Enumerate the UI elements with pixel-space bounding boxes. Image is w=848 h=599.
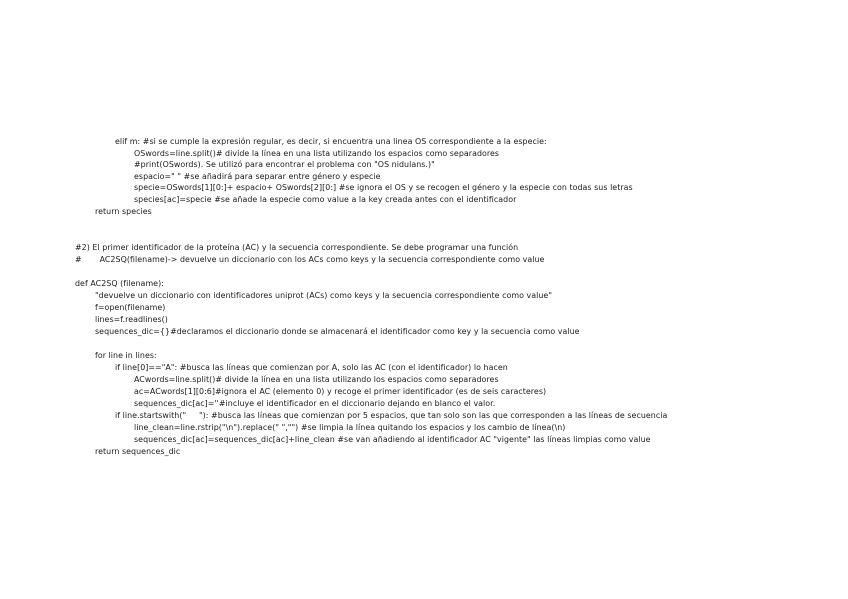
code-line: def AC2SQ (filename): [75,279,164,288]
code-line: sequences_dic={}#declaramos el diccionario donde se almacenará el identificador como key y la secuencia como value [95,327,580,336]
code-line: #2) El primer identificador de la proteína (AC) y la secuencia correspondiente. Se debe programar una función [75,243,519,252]
code-line: ac=ACwords[1][0:6]#ignora el AC (elemento 0) y recoge el primer identificador (es de seis caracteres) [134,387,547,396]
code-line: if line[0]=="A": #busca las líneas que comienzan por A, solo las AC (con el identificador) lo hacen [115,363,508,372]
code-line: OSwords=line.split()# divide la línea en una lista utilizando los espacios como separadores [134,149,500,158]
code-line: if line.startswith(" "): #busca las líneas que comienzan por 5 espacios, que tan solo son las que corresponden a las líneas de secuencia [115,411,668,420]
code-line: specie=OSwords[1][0:]+ espacio+ OSwords[2][0:] #se ignora el OS y se recogen el género y la especie con todas sus letras [134,183,633,192]
code-line: species[ac]=specie #se añade la especie como value a la key creada antes con el identificador [134,195,517,204]
code-line: elif m: #si se cumple la expresión regular, es decir, si encuentra una linea OS correspondiente a la especie: [115,137,547,146]
code-line: ACwords=line.split()# divide la línea en una lista utilizando los espacios como separadores [134,375,499,384]
code-line: sequences_dic[ac]=sequences_dic[ac]+line_clean #se van añadiendo al identificador AC "vigente" las líneas limpias como value [134,435,651,444]
code-line: line_clean=line.rstrip("\n").replace(" ","") #se limpia la línea quitando los espacios y los cambio de línea(\n) [134,423,566,432]
code-line: lines=f.readlines() [95,315,168,324]
code-line: sequences_dic[ac]=''#incluye el identificador en el diccionario dejando en blanco el valor. [134,399,496,408]
code-line: #print(OSwords). Se utilizó para encontrar el problema con "OS nidulans.)" [134,160,435,169]
code-line: espacio=" " #se añadirá para separar entre género y especie [134,172,381,181]
code-line: # AC2SQ(filename)-> devuelve un diccionario con los ACs como keys y la secuencia correspondiente como value [75,255,545,264]
code-line: return species [95,207,152,216]
code-line: for line in lines: [95,351,157,360]
code-line: f=open(filename) [95,303,166,312]
code-line: "devuelve un diccionario con identificadores uniprot (ACs) como keys y la secuencia correspondiente como value" [95,291,552,300]
code-line: return sequences_dic [95,447,181,456]
